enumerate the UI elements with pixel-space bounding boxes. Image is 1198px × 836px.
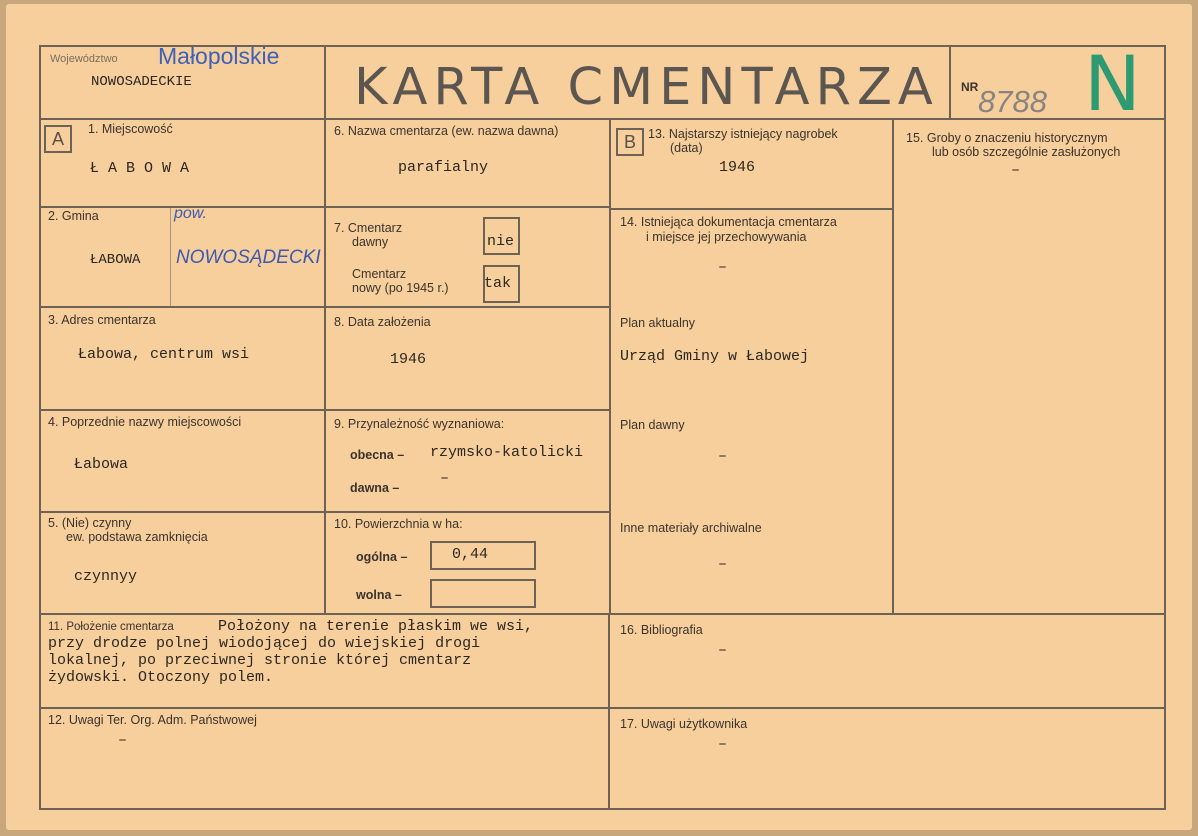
- field-17-label: 17. Uwagi użytkownika: [620, 717, 748, 731]
- field-6-label: 6. Nazwa cmentarza (ew. nazwa dawna): [334, 124, 559, 138]
- field-13-label-2: (data): [670, 141, 703, 155]
- field-7-new-label-2: nowy (po 1945 r.): [352, 281, 449, 295]
- number-label: NR: [961, 80, 979, 94]
- rule-col3: [892, 118, 894, 615]
- rule-right: [1164, 45, 1166, 810]
- voivodeship-stamp: Małopolskie: [158, 43, 280, 69]
- field-7-new-label: Cmentarz: [352, 267, 407, 281]
- field-9-label: 9. Przynależność wyznaniowa:: [334, 417, 505, 431]
- denomination-current-value: rzymsko-katolicki: [430, 444, 584, 461]
- rule-r4: [39, 511, 611, 513]
- rule-gmina-split: [170, 208, 171, 306]
- plan-old-label: Plan dawny: [620, 418, 685, 432]
- field-11-line-4: żydowski. Otoczony polem.: [48, 669, 274, 686]
- old-cemetery-value: nie: [487, 233, 515, 250]
- field-2-hand-top: pow.: [174, 205, 207, 222]
- rule-r2: [39, 306, 611, 308]
- rule-nr-left: [949, 45, 951, 120]
- card-number: 8788: [978, 84, 1047, 119]
- field-2-label: 2. Gmina: [48, 209, 99, 223]
- district-value: NOWOSADECKIE: [91, 74, 192, 90]
- cemetery-card: [6, 4, 1192, 830]
- field-5-label-2: ew. podstawa zamknięcia: [66, 530, 208, 544]
- field-1-value: Ł A B O W A: [90, 160, 190, 177]
- rule-col2: [609, 118, 611, 615]
- field-15-label: 15. Groby o znaczeniu historycznym: [906, 131, 1108, 145]
- other-materials-label: Inne materiały archiwalne: [620, 521, 762, 535]
- field-14-value: –: [718, 259, 728, 276]
- denomination-former-value: –: [440, 470, 450, 487]
- plan-current-label: Plan aktualny: [620, 316, 696, 330]
- section-a-letter: A: [44, 125, 72, 153]
- field-11-line-2: przy drodze polnej wiodojącej do wiejskiej drogi: [48, 635, 481, 652]
- card-title: KARTA CMENTARZA: [354, 58, 939, 117]
- field-5-value: czynnyy: [74, 568, 138, 585]
- field-10-label: 10. Powierzchnia w ha:: [334, 517, 463, 531]
- plan-old-value: –: [718, 448, 728, 465]
- field-1-label: 1. Miejscowość: [88, 122, 173, 136]
- denomination-current-label: obecna –: [350, 448, 405, 462]
- field-4-label: 4. Poprzednie nazwy miejscowości: [48, 415, 242, 429]
- rule-r6: [39, 707, 1166, 709]
- field-8-label: 8. Data założenia: [334, 315, 431, 329]
- rule-b1: [609, 208, 894, 210]
- new-cemetery-value: tak: [484, 275, 512, 292]
- area-total-label: ogólna –: [356, 550, 408, 564]
- rule-bottom: [39, 808, 1166, 810]
- rule-r5: [39, 613, 1166, 615]
- area-total-value: 0,44: [452, 546, 489, 563]
- field-7-label-2: dawny: [352, 235, 389, 249]
- plan-current-value: Urząd Gminy w Łabowej: [620, 348, 810, 365]
- field-15-label-2: lub osób szczególnie zasłużonych: [932, 145, 1121, 159]
- section-b-letter: B: [616, 128, 644, 156]
- field-11-line-1: Położony na terenie płaskim we wsi,: [218, 618, 534, 635]
- field-2-hand-bottom: NOWOSĄDECKI: [176, 247, 321, 268]
- field-14-label-2: i miejsce jej przechowywania: [646, 230, 807, 244]
- category-mark: N: [1084, 39, 1141, 128]
- field-16-label: 16. Bibliografia: [620, 623, 703, 637]
- field-6-value: parafialny: [398, 159, 489, 176]
- voivodeship-label: Województwo: [50, 53, 118, 65]
- field-3-label: 3. Adres cmentarza: [48, 313, 156, 327]
- field-17-value: –: [718, 736, 728, 753]
- field-11-label: 11. Położenie cmentarza: [48, 621, 174, 633]
- field-4-value: Łabowa: [74, 456, 129, 473]
- field-13-value: 1946: [719, 159, 756, 176]
- rule-col1: [324, 45, 326, 615]
- field-12-value: –: [118, 732, 128, 749]
- field-16-value: –: [718, 642, 728, 659]
- other-materials-value: –: [718, 556, 728, 573]
- rule-r1: [39, 206, 611, 208]
- field-5-label: 5. (Nie) czynny: [48, 516, 132, 530]
- field-8-value: 1946: [390, 351, 427, 368]
- field-14-label: 14. Istniejąca dokumentacja cmentarza: [620, 215, 837, 229]
- field-11-line-3: lokalnej, po przeciwnej stronie której cmentarz: [48, 652, 472, 669]
- rule-r3: [39, 409, 611, 411]
- field-13-label: 13. Najstarszy istniejący nagrobek: [648, 127, 838, 141]
- denomination-former-label: dawna –: [350, 481, 400, 495]
- field-7-label: 7. Cmentarz: [334, 221, 403, 235]
- field-3-value: Łabowa, centrum wsi: [78, 346, 250, 363]
- area-free-box: [430, 579, 536, 608]
- rule-col-bottom: [608, 615, 610, 810]
- field-2-value: ŁABOWA: [90, 252, 141, 268]
- field-15-value: –: [1011, 162, 1021, 179]
- field-12-label: 12. Uwagi Ter. Org. Adm. Państwowej: [48, 713, 257, 727]
- rule-left: [39, 45, 41, 810]
- area-free-label: wolna –: [356, 588, 402, 602]
